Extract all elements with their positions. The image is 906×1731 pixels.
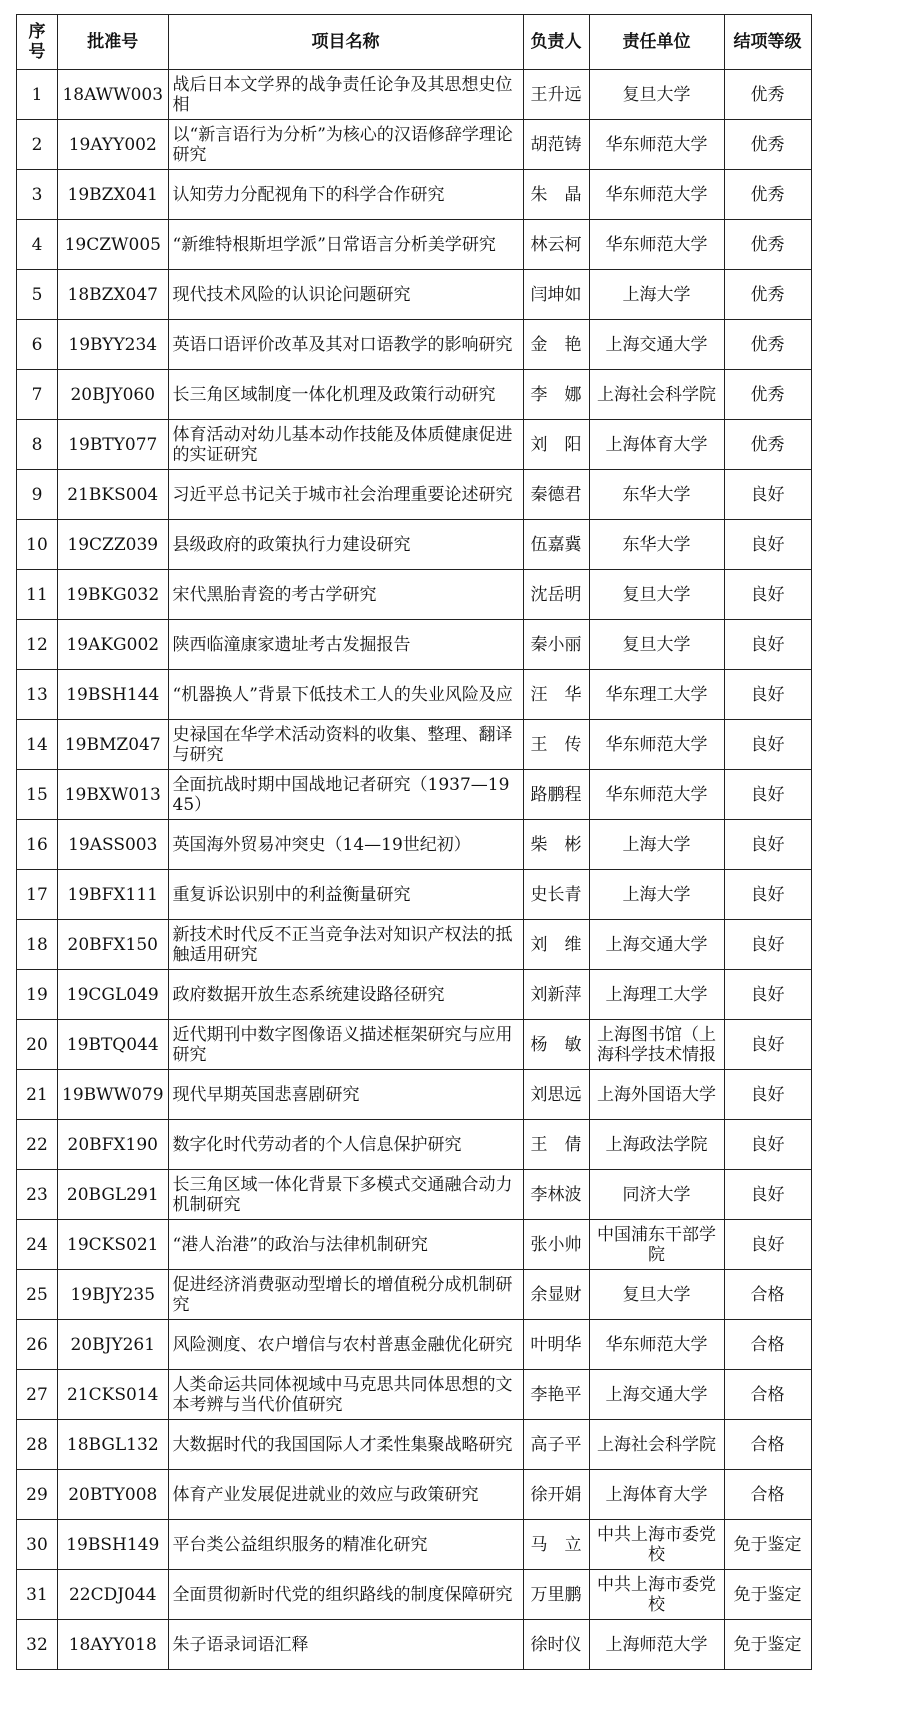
cell-unit: 上海体育大学: [589, 420, 724, 470]
cell-unit: 华东师范大学: [589, 120, 724, 170]
cell-grade: 合格: [724, 1420, 811, 1470]
cell-project-name: 战后日本文学界的战争责任论争及其思想史位相: [168, 70, 523, 120]
table-row: [17, 170, 812, 220]
table-row: [17, 920, 812, 970]
cell-principal: 杨 敏: [523, 1020, 589, 1070]
table-row: [17, 1070, 812, 1120]
cell-project-name: 英国海外贸易冲突史（14—19世纪初）: [168, 820, 523, 870]
cell-grade: 优秀: [724, 370, 811, 420]
cell-project-name: “新维特根斯坦学派”日常语言分析美学研究: [168, 220, 523, 270]
table-row: [17, 1570, 812, 1620]
cell-approval-number: 19BSH144: [58, 670, 169, 720]
table-row: [17, 120, 812, 170]
cell-grade: 合格: [724, 1320, 811, 1370]
table-row: [17, 1120, 812, 1170]
table-row: [17, 420, 812, 470]
cell-grade: 优秀: [724, 220, 811, 270]
cell-index: 23: [17, 1170, 58, 1220]
cell-unit: 上海师范大学: [589, 1620, 724, 1670]
cell-index: 20: [17, 1020, 58, 1070]
cell-unit: 华东师范大学: [589, 170, 724, 220]
cell-index: 8: [17, 420, 58, 470]
cell-index: 6: [17, 320, 58, 370]
cell-project-name: 平台类公益组织服务的精准化研究: [168, 1520, 523, 1570]
cell-project-name: 宋代黑胎青瓷的考古学研究: [168, 570, 523, 620]
cell-approval-number: 19CGL049: [58, 970, 169, 1020]
cell-principal: 秦小丽: [523, 620, 589, 670]
table-row: [17, 220, 812, 270]
cell-project-name: 县级政府的政策执行力建设研究: [168, 520, 523, 570]
cell-index: 1: [17, 70, 58, 120]
cell-project-name: 长三角区域制度一体化机理及政策行动研究: [168, 370, 523, 420]
cell-unit: 复旦大学: [589, 620, 724, 670]
cell-approval-number: 19CZW005: [58, 220, 169, 270]
table-row: [17, 1620, 812, 1670]
cell-approval-number: 19BFX111: [58, 870, 169, 920]
cell-grade: 良好: [724, 620, 811, 670]
cell-principal: 叶明华: [523, 1320, 589, 1370]
table-row: [17, 820, 812, 870]
header-index: 序号: [17, 15, 58, 70]
table-row: [17, 870, 812, 920]
table-row: [17, 970, 812, 1020]
cell-approval-number: 19AYY002: [58, 120, 169, 170]
cell-principal: 李艳平: [523, 1370, 589, 1420]
cell-index: 29: [17, 1470, 58, 1520]
cell-project-name: 史禄国在华学术活动资料的收集、整理、翻译与研究: [168, 720, 523, 770]
cell-principal: 朱 晶: [523, 170, 589, 220]
cell-approval-number: 19ASS003: [58, 820, 169, 870]
cell-principal: 马 立: [523, 1520, 589, 1570]
cell-project-name: 大数据时代的我国国际人才柔性集聚战略研究: [168, 1420, 523, 1470]
cell-grade: 优秀: [724, 70, 811, 120]
cell-unit: 上海外国语大学: [589, 1070, 724, 1120]
table-row: [17, 270, 812, 320]
cell-principal: 李 娜: [523, 370, 589, 420]
header-approval-number: 批准号: [58, 15, 169, 70]
cell-principal: 刘 阳: [523, 420, 589, 470]
cell-principal: 王升远: [523, 70, 589, 120]
cell-index: 7: [17, 370, 58, 420]
cell-approval-number: 19BZX041: [58, 170, 169, 220]
cell-index: 22: [17, 1120, 58, 1170]
table-row: [17, 620, 812, 670]
cell-index: 19: [17, 970, 58, 1020]
cell-unit: 华东师范大学: [589, 1320, 724, 1370]
cell-approval-number: 19BMZ047: [58, 720, 169, 770]
cell-grade: 良好: [724, 1070, 811, 1120]
cell-approval-number: 20BTY008: [58, 1470, 169, 1520]
cell-principal: 史长青: [523, 870, 589, 920]
cell-index: 14: [17, 720, 58, 770]
cell-unit: 上海交通大学: [589, 320, 724, 370]
table-body: [17, 70, 812, 1670]
cell-approval-number: 19AKG002: [58, 620, 169, 670]
table-row: [17, 1520, 812, 1570]
cell-approval-number: 19BTQ044: [58, 1020, 169, 1070]
table-row: [17, 1320, 812, 1370]
cell-principal: 徐时仪: [523, 1620, 589, 1670]
cell-grade: 合格: [724, 1270, 811, 1320]
cell-index: 3: [17, 170, 58, 220]
cell-principal: 徐开娟: [523, 1470, 589, 1520]
cell-project-name: 数字化时代劳动者的个人信息保护研究: [168, 1120, 523, 1170]
table-row: [17, 470, 812, 520]
cell-principal: 秦德君: [523, 470, 589, 520]
cell-unit: 上海社会科学院: [589, 1420, 724, 1470]
cell-unit: 上海理工大学: [589, 970, 724, 1020]
table-row: [17, 370, 812, 420]
cell-grade: 优秀: [724, 420, 811, 470]
cell-principal: 张小帅: [523, 1220, 589, 1270]
cell-grade: 良好: [724, 920, 811, 970]
cell-unit: 东华大学: [589, 470, 724, 520]
cell-unit: 上海交通大学: [589, 920, 724, 970]
cell-principal: 伍嘉冀: [523, 520, 589, 570]
cell-grade: 良好: [724, 670, 811, 720]
cell-project-name: 全面贯彻新时代党的组织路线的制度保障研究: [168, 1570, 523, 1620]
cell-approval-number: 19BWW079: [58, 1070, 169, 1120]
cell-project-name: 政府数据开放生态系统建设路径研究: [168, 970, 523, 1020]
cell-project-name: 促进经济消费驱动型增长的增值税分成机制研究: [168, 1270, 523, 1320]
cell-approval-number: 20BJY060: [58, 370, 169, 420]
table-row: [17, 1170, 812, 1220]
cell-project-name: 人类命运共同体视域中马克思共同体思想的文本考辨与当代价值研究: [168, 1370, 523, 1420]
cell-principal: 刘新萍: [523, 970, 589, 1020]
cell-project-name: 朱子语录词语汇释: [168, 1620, 523, 1670]
cell-grade: 良好: [724, 1170, 811, 1220]
cell-principal: 林云柯: [523, 220, 589, 270]
cell-project-name: 近代期刊中数字图像语义描述框架研究与应用研究: [168, 1020, 523, 1070]
table-row: [17, 1270, 812, 1320]
cell-project-name: 体育活动对幼儿基本动作技能及体质健康促进的实证研究: [168, 420, 523, 470]
cell-principal: 闫坤如: [523, 270, 589, 320]
cell-approval-number: 19CZZ039: [58, 520, 169, 570]
cell-project-name: 现代早期英国悲喜剧研究: [168, 1070, 523, 1120]
header-unit: 责任单位: [589, 15, 724, 70]
cell-unit: 复旦大学: [589, 570, 724, 620]
table-row: [17, 670, 812, 720]
cell-grade: 良好: [724, 870, 811, 920]
cell-index: 11: [17, 570, 58, 620]
table-row: [17, 770, 812, 820]
cell-index: 13: [17, 670, 58, 720]
cell-grade: 良好: [724, 1020, 811, 1070]
cell-approval-number: 19CKS021: [58, 1220, 169, 1270]
cell-unit: 中共上海市委党校: [589, 1570, 724, 1620]
cell-approval-number: 19BYY234: [58, 320, 169, 370]
cell-project-name: 新技术时代反不正当竞争法对知识产权法的抵触适用研究: [168, 920, 523, 970]
table-header-row: [17, 15, 812, 70]
cell-approval-number: 19BSH149: [58, 1520, 169, 1570]
cell-principal: 汪 华: [523, 670, 589, 720]
cell-project-name: 现代技术风险的认识论问题研究: [168, 270, 523, 320]
cell-index: 2: [17, 120, 58, 170]
cell-grade: 良好: [724, 1120, 811, 1170]
table-row: [17, 70, 812, 120]
cell-approval-number: 22CDJ044: [58, 1570, 169, 1620]
table-row: [17, 720, 812, 770]
cell-principal: 金 艳: [523, 320, 589, 370]
cell-grade: 合格: [724, 1470, 811, 1520]
cell-index: 31: [17, 1570, 58, 1620]
cell-grade: 良好: [724, 820, 811, 870]
cell-index: 5: [17, 270, 58, 320]
cell-principal: 柴 彬: [523, 820, 589, 870]
cell-unit: 上海图书馆（上海科学技术情报: [589, 1020, 724, 1070]
cell-unit: 上海大学: [589, 820, 724, 870]
cell-grade: 优秀: [724, 270, 811, 320]
header-principal: 负责人: [523, 15, 589, 70]
cell-project-name: “港人治港”的政治与法律机制研究: [168, 1220, 523, 1270]
cell-project-name: 以“新言语行为分析”为核心的汉语修辞学理论研究: [168, 120, 523, 170]
cell-approval-number: 18BGL132: [58, 1420, 169, 1470]
cell-unit: 复旦大学: [589, 70, 724, 120]
cell-unit: 中国浦东干部学院: [589, 1220, 724, 1270]
project-table: [16, 14, 812, 1670]
cell-project-name: 英语口语评价改革及其对口语教学的影响研究: [168, 320, 523, 370]
cell-project-name: “机器换人”背景下低技术工人的失业风险及应: [168, 670, 523, 720]
cell-index: 21: [17, 1070, 58, 1120]
cell-grade: 免于鉴定: [724, 1520, 811, 1570]
cell-project-name: 风险测度、农户增信与农村普惠金融优化研究: [168, 1320, 523, 1370]
cell-grade: 良好: [724, 470, 811, 520]
cell-project-name: 习近平总书记关于城市社会治理重要论述研究: [168, 470, 523, 520]
cell-unit: 华东师范大学: [589, 220, 724, 270]
cell-project-name: 体育产业发展促进就业的效应与政策研究: [168, 1470, 523, 1520]
cell-grade: 良好: [724, 570, 811, 620]
cell-approval-number: 19BJY235: [58, 1270, 169, 1320]
cell-grade: 免于鉴定: [724, 1570, 811, 1620]
cell-unit: 上海大学: [589, 870, 724, 920]
cell-approval-number: 19BKG032: [58, 570, 169, 620]
cell-principal: 胡范铸: [523, 120, 589, 170]
cell-principal: 万里鹏: [523, 1570, 589, 1620]
cell-project-name: 陕西临潼康家遗址考古发掘报告: [168, 620, 523, 670]
cell-grade: 优秀: [724, 320, 811, 370]
cell-grade: 良好: [724, 520, 811, 570]
cell-approval-number: 20BJY261: [58, 1320, 169, 1370]
cell-index: 17: [17, 870, 58, 920]
cell-grade: 免于鉴定: [724, 1620, 811, 1670]
cell-approval-number: 20BGL291: [58, 1170, 169, 1220]
cell-index: 24: [17, 1220, 58, 1270]
cell-index: 32: [17, 1620, 58, 1670]
cell-principal: 余显财: [523, 1270, 589, 1320]
cell-project-name: 重复诉讼识别中的利益衡量研究: [168, 870, 523, 920]
cell-unit: 复旦大学: [589, 1270, 724, 1320]
cell-approval-number: 21CKS014: [58, 1370, 169, 1420]
cell-approval-number: 18BZX047: [58, 270, 169, 320]
cell-principal: 高子平: [523, 1420, 589, 1470]
cell-grade: 优秀: [724, 120, 811, 170]
cell-project-name: 认知劳力分配视角下的科学合作研究: [168, 170, 523, 220]
cell-approval-number: 20BFX150: [58, 920, 169, 970]
cell-grade: 优秀: [724, 170, 811, 220]
cell-approval-number: 19BTY077: [58, 420, 169, 470]
cell-grade: 良好: [724, 770, 811, 820]
table-row: [17, 570, 812, 620]
cell-approval-number: 20BFX190: [58, 1120, 169, 1170]
table-row: [17, 1420, 812, 1470]
cell-index: 16: [17, 820, 58, 870]
cell-unit: 东华大学: [589, 520, 724, 570]
cell-index: 9: [17, 470, 58, 520]
cell-index: 27: [17, 1370, 58, 1420]
cell-unit: 华东理工大学: [589, 670, 724, 720]
table-row: [17, 520, 812, 570]
cell-unit: 上海体育大学: [589, 1470, 724, 1520]
cell-project-name: 长三角区域一体化背景下多模式交通融合动力机制研究: [168, 1170, 523, 1220]
cell-index: 10: [17, 520, 58, 570]
cell-principal: 刘 维: [523, 920, 589, 970]
cell-grade: 良好: [724, 1220, 811, 1270]
cell-approval-number: 18AYY018: [58, 1620, 169, 1670]
table-row: [17, 320, 812, 370]
cell-grade: 合格: [724, 1370, 811, 1420]
cell-unit: 华东师范大学: [589, 770, 724, 820]
cell-principal: 沈岳明: [523, 570, 589, 620]
cell-unit: 上海交通大学: [589, 1370, 724, 1420]
cell-unit: 上海大学: [589, 270, 724, 320]
table-row: [17, 1470, 812, 1520]
cell-principal: 刘思远: [523, 1070, 589, 1120]
table-row: [17, 1020, 812, 1070]
table-row: [17, 1370, 812, 1420]
table-row: [17, 1220, 812, 1270]
cell-approval-number: 19BXW013: [58, 770, 169, 820]
cell-index: 25: [17, 1270, 58, 1320]
cell-approval-number: 18AWW003: [58, 70, 169, 120]
cell-index: 30: [17, 1520, 58, 1570]
cell-unit: 上海政法学院: [589, 1120, 724, 1170]
cell-principal: 王 传: [523, 720, 589, 770]
cell-index: 26: [17, 1320, 58, 1370]
cell-grade: 良好: [724, 720, 811, 770]
cell-principal: 路鹏程: [523, 770, 589, 820]
header-grade: 结项等级: [724, 15, 811, 70]
cell-unit: 同济大学: [589, 1170, 724, 1220]
cell-index: 12: [17, 620, 58, 670]
cell-unit: 华东师范大学: [589, 720, 724, 770]
cell-principal: 王 倩: [523, 1120, 589, 1170]
cell-grade: 良好: [724, 970, 811, 1020]
cell-approval-number: 21BKS004: [58, 470, 169, 520]
cell-index: 15: [17, 770, 58, 820]
cell-index: 4: [17, 220, 58, 270]
cell-project-name: 全面抗战时期中国战地记者研究（1937—1945）: [168, 770, 523, 820]
header-project-name: 项目名称: [168, 15, 523, 70]
cell-index: 28: [17, 1420, 58, 1470]
cell-unit: 中共上海市委党校: [589, 1520, 724, 1570]
cell-unit: 上海社会科学院: [589, 370, 724, 420]
cell-index: 18: [17, 920, 58, 970]
cell-principal: 李林波: [523, 1170, 589, 1220]
